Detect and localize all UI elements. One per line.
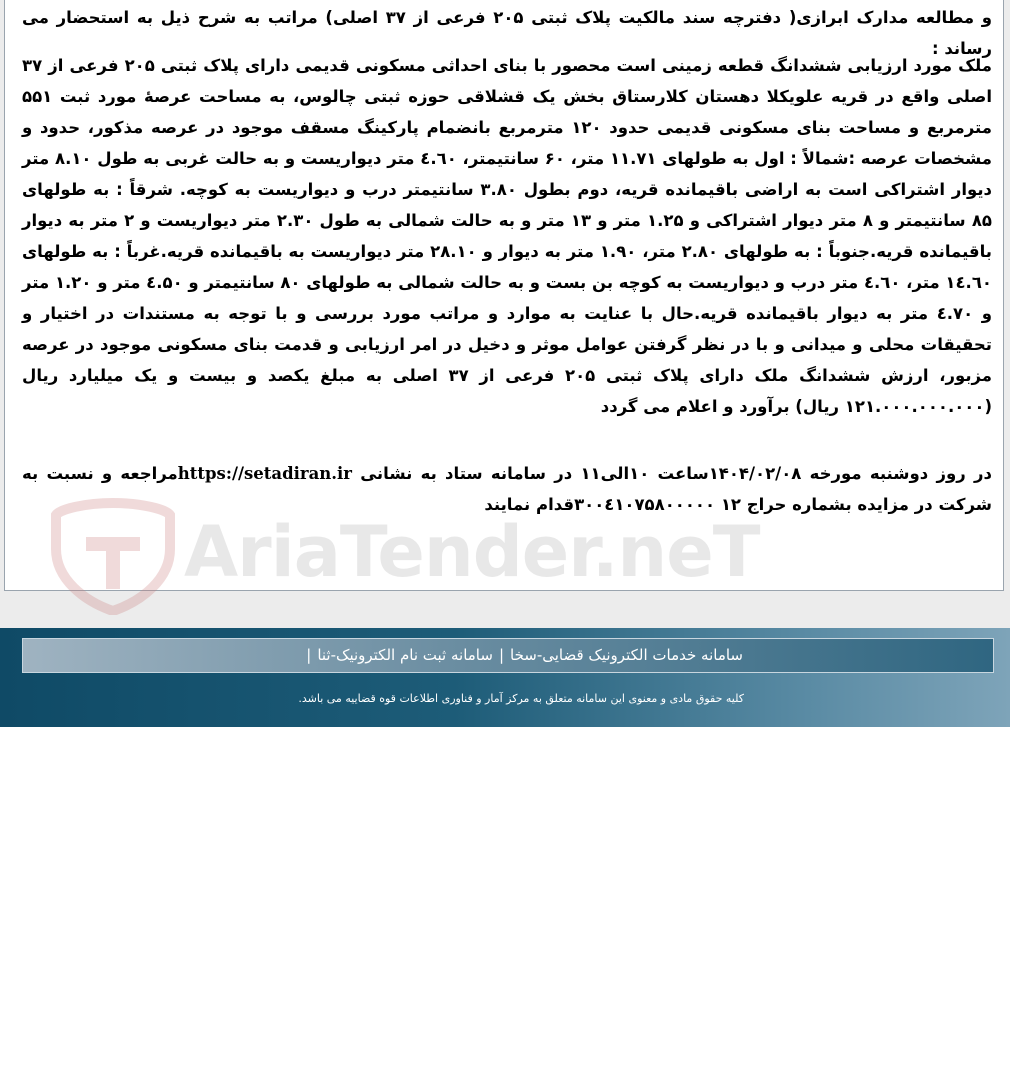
footer-copyright: کلیه حقوق مادی و معنوی این سامانه متعلق به مرکز آمار و فناوری اطلاعات قوه قضاییه می باشد.: [298, 692, 744, 705]
footer-separator: |: [498, 646, 504, 664]
watermark-text: AriaTender.neT: [184, 511, 760, 593]
footer-link-sakha[interactable]: سامانه خدمات الکترونیک قضایی-سخا: [510, 646, 743, 664]
schedule-text-before: در روز دوشنبه مورخه ۱۴۰۴/۰۲/۰۸ساعت ۱۰الی۱۱ در سامانه ستاد به نشانی: [351, 464, 992, 483]
notice-schedule: [22, 458, 992, 520]
notice-description: ملک مورد ارزیابی ششدانگ قطعه زمینی است محصور با بنای احداثی مسکونی قدیمی دارای پلاک ثبتی ۲۰۵ فرعی از ۳۷ اصلی واقع در قریه علویکلا دهستان کلارستاق بخش یک قشلاقی حوزه ثبتی چالوس، به مساحت عرصهٔ مورد ثبت ۵۵۱ مترمربع و مساحت بنای مسکونی قدیمی حدود ۱۲۰ مترمربع بانضمام پارکینگ مسقف موجود در عرصه مذکور، حدود و مشخصات عرصه :شمالاً : اول به طولهای ۱۱.۷۱ متر، ۶۰ سانتیمتر، ٤.٦٠ متر دیواریست و به حالت غربی به طول ۸.۱۰ متر دیوار اشتراکی است به اراضی باقیمانده قریه، دوم بطول ۳.۸۰ سانتیمتر درب و دیواریست به کوچه. شرقاً : به طولهای ۸۵ سانتیمتر و ۸ متر دیوار اشتراکی و ۱.۲۵ متر و ۱۳ متر و به حالت شمالی به طول ۲.۳۰ متر دیواریست و ۲ متر به دیوار باقیمانده قریه.جنوباً : به طولهای ۲.۸۰ متر، ۱.۹۰ متر به دیوار و ۲۸.۱۰ متر دیواریست به باقیمانده قریه.غرباً : به طولهای ۱٤.٦٠ متر، ٤.٦٠ متر درب و دیواریست به کوچه بن بست و به حالت شمالی به طولهای ۸۰ سانتیمتر و ٤.۵۰ متر و ۱.۲۰ متر و ٤.۷۰ متر به دیوار باقیمانده قریه.حال با عنایت به موارد و مراتب مورد بررسی و با توجه به مستندات در اختیار و تحقیقات محلی و میدانی و با در نظر گرفتن عوامل موثر و دخیل در امر ارزیابی و قدمت بنای مسکونی موجود در عرصه مزبور، ارزش ششدانگ ملک دارای پلاک ثبتی ۲۰۵ فرعی از ۳۷ اصلی به مبلغ یکصد و بیست و یک میلیارد ریال (۱۲۱.۰۰۰.۰۰۰.۰۰۰ ریال) برآورد و اعلام می گردد: [22, 56, 993, 416]
setad-url-link[interactable]: https://setadiran.ir: [177, 464, 352, 483]
footer-links-bar: [22, 638, 994, 673]
notice-intro: و مطالعه مدارک ابرازی( دفترچه سند مالکیت پلاک ثبتی ۲۰۵ فرعی از ۳۷ اصلی) مراتب به شرح ذیل به استحضار می رساند :: [22, 8, 993, 58]
schedule-text-after: مراجعه و نسبت به شرکت در مزایده بشماره حراج ۱۲ ۳۰۰٤۱۰۷۵۸۰۰۰۰۰قدام نمایند: [22, 464, 992, 514]
footer: [0, 628, 1010, 727]
footer-link-sana[interactable]: سامانه ثبت نام الکترونیک-ثنا: [317, 646, 493, 664]
footer-separator: |: [306, 646, 312, 664]
